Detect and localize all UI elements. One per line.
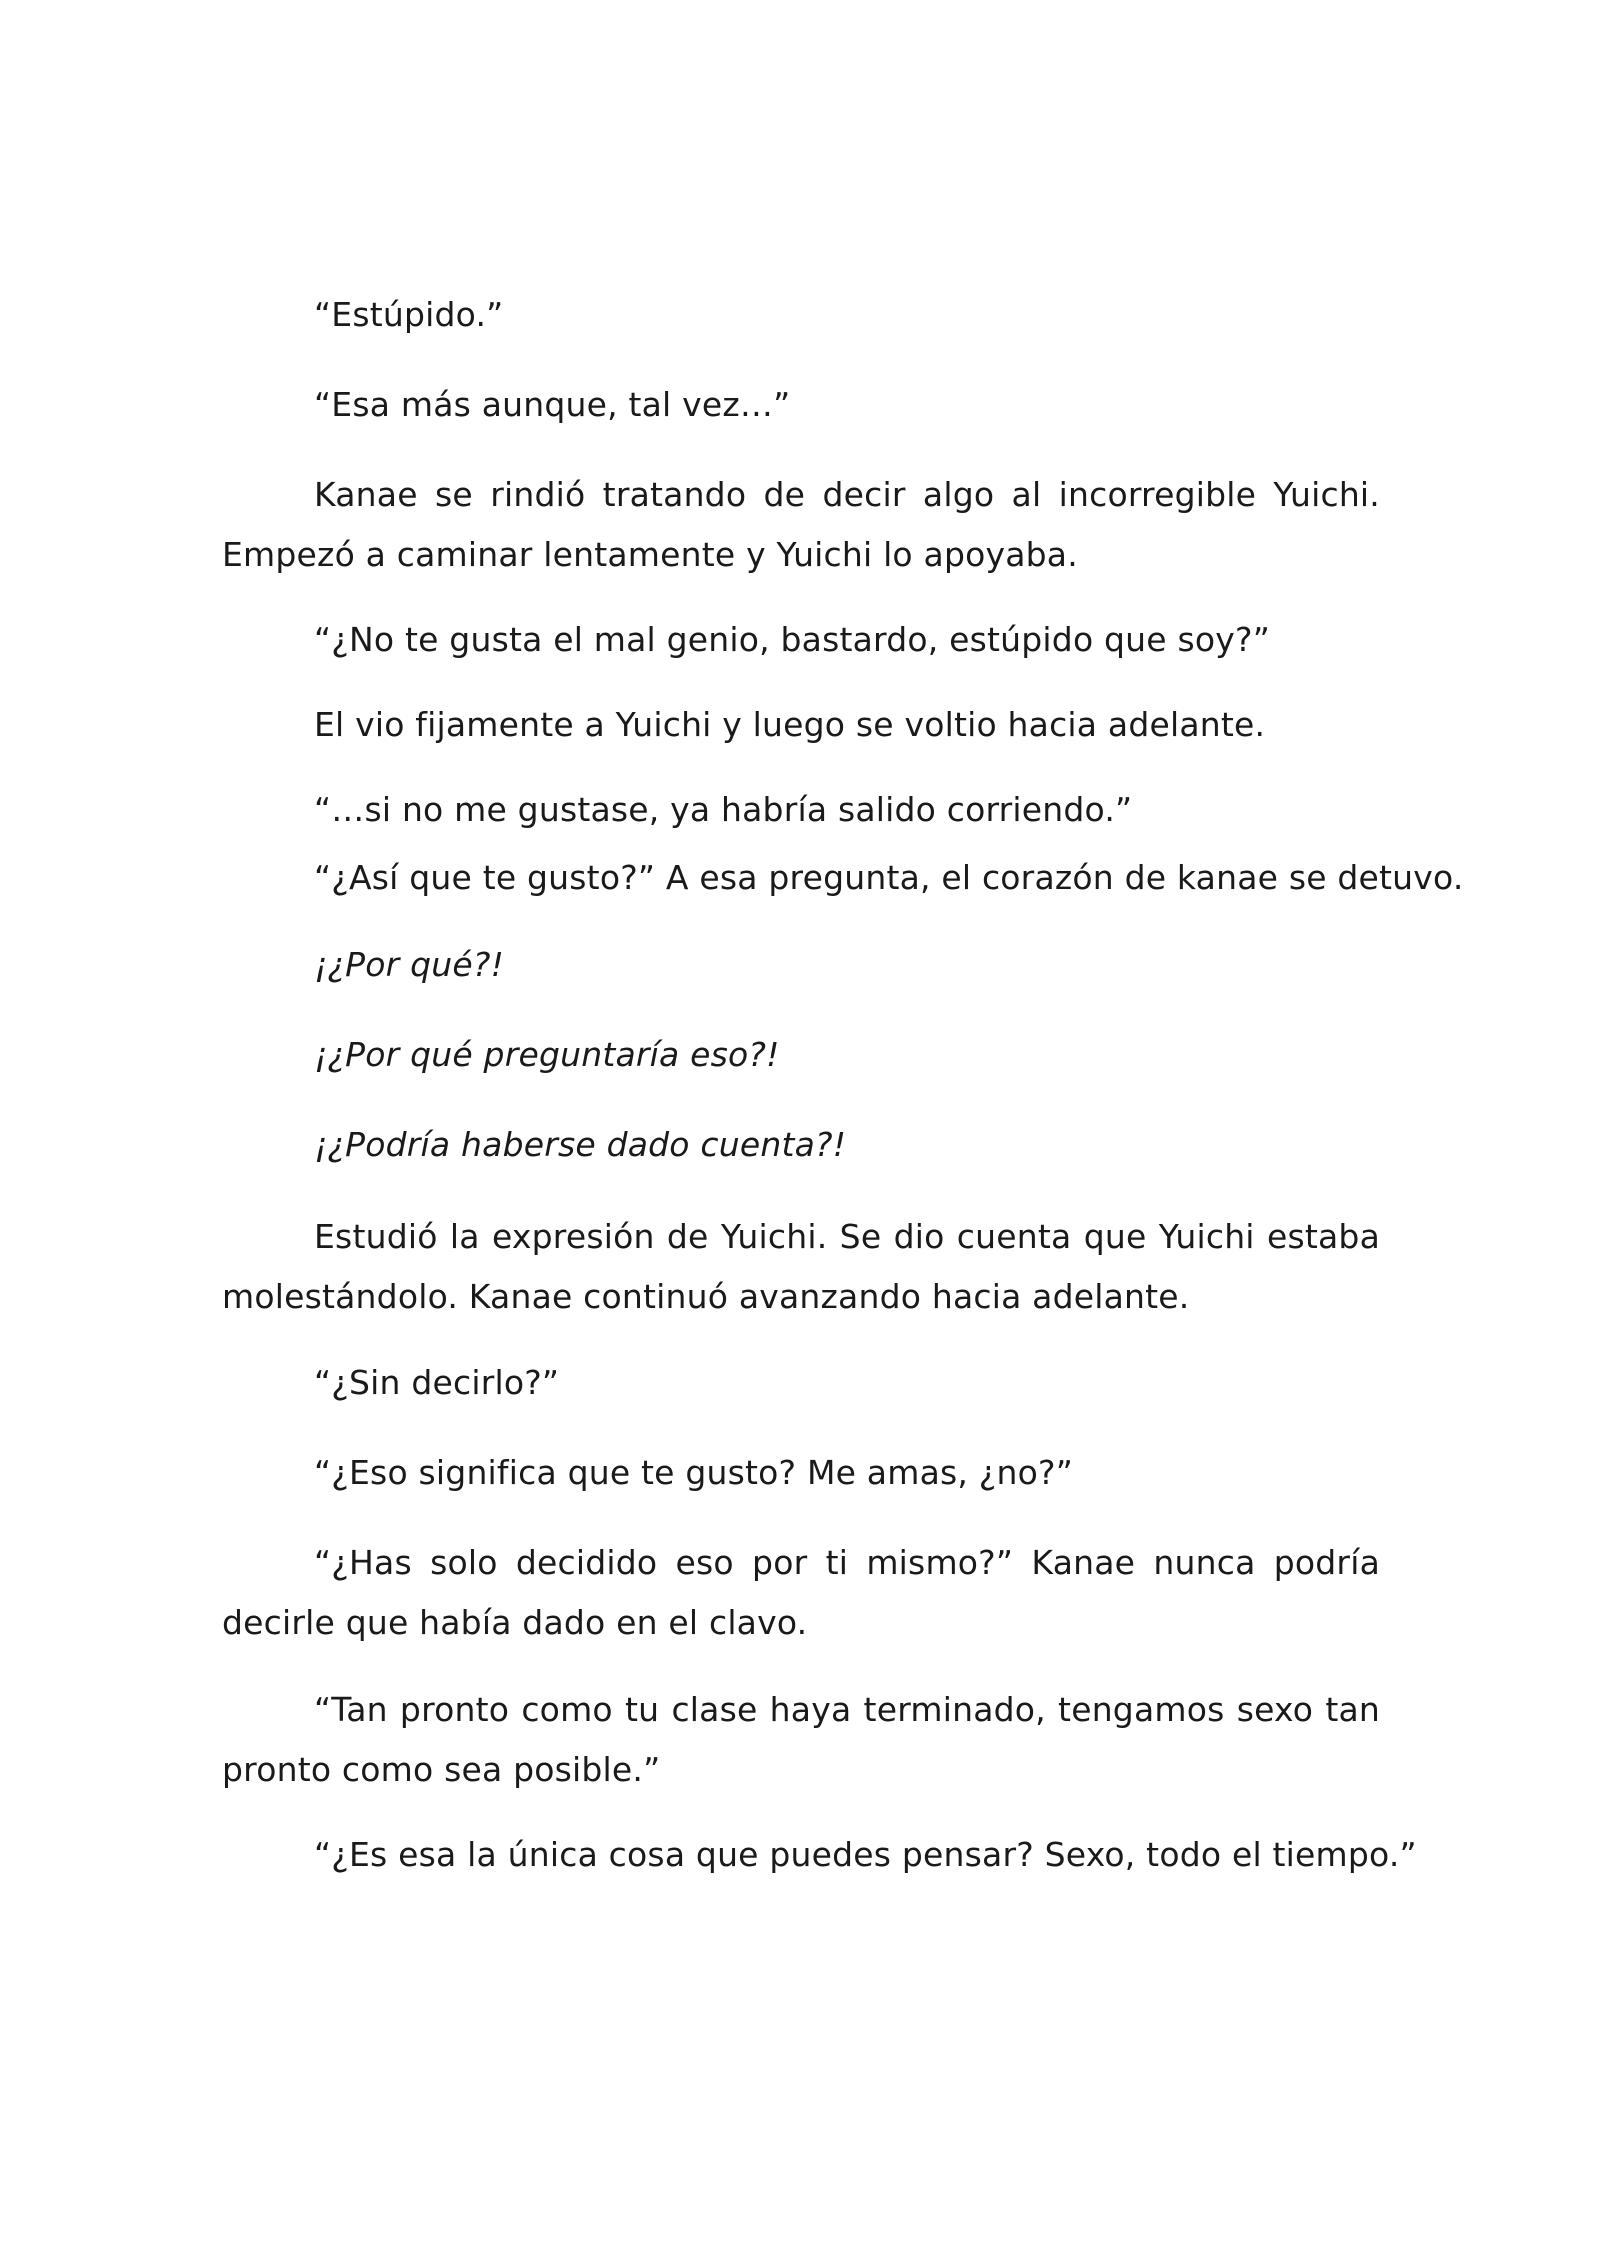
paragraph: “…si no me gustase, ya habría salido corriendo.” — [314, 790, 1133, 829]
paragraph: Kanae se rindió tratando de decir algo al incorregible Yuichi. Empezó a caminar lentamente y Yuichi lo apoyaba. — [222, 475, 1380, 574]
paragraph-italic: ¡¿Por qué preguntaría eso?! — [314, 1035, 780, 1074]
paragraph-italic: ¡¿Por qué?! — [314, 945, 505, 984]
paragraph: “¿Has solo decidido eso por ti mismo?” Kanae nunca podría decirle que había dado en el clavo. — [222, 1543, 1380, 1642]
paragraph: “Estúpido.” — [314, 295, 504, 334]
paragraph: “Tan pronto como tu clase haya terminado, tengamos sexo tan pronto como sea posible.” — [222, 1690, 1380, 1789]
paragraph: “Esa más aunque, tal vez…” — [314, 385, 791, 424]
paragraph: “¿Eso significa que te gusto? Me amas, ¿no?” — [314, 1453, 1074, 1492]
paragraph-italic: ¡¿Podría haberse dado cuenta?! — [314, 1125, 847, 1164]
paragraph: El vio fijamente a Yuichi y luego se voltio hacia adelante. — [314, 705, 1266, 744]
paragraph: “¿Sin decirlo?” — [314, 1363, 560, 1402]
paragraph: Estudió la expresión de Yuichi. Se dio cuenta que Yuichi estaba molestándolo. Kanae continuó avanzando hacia adelante. — [222, 1217, 1380, 1316]
paragraph: “¿Es esa la única cosa que puedes pensar? Sexo, todo el tiempo.” — [314, 1835, 1417, 1874]
paragraph: “¿Así que te gusto?” A esa pregunta, el corazón de kanae se detuvo. — [314, 858, 1464, 897]
paragraph: “¿No te gusta el mal genio, bastardo, estúpido que soy?” — [314, 620, 1271, 659]
